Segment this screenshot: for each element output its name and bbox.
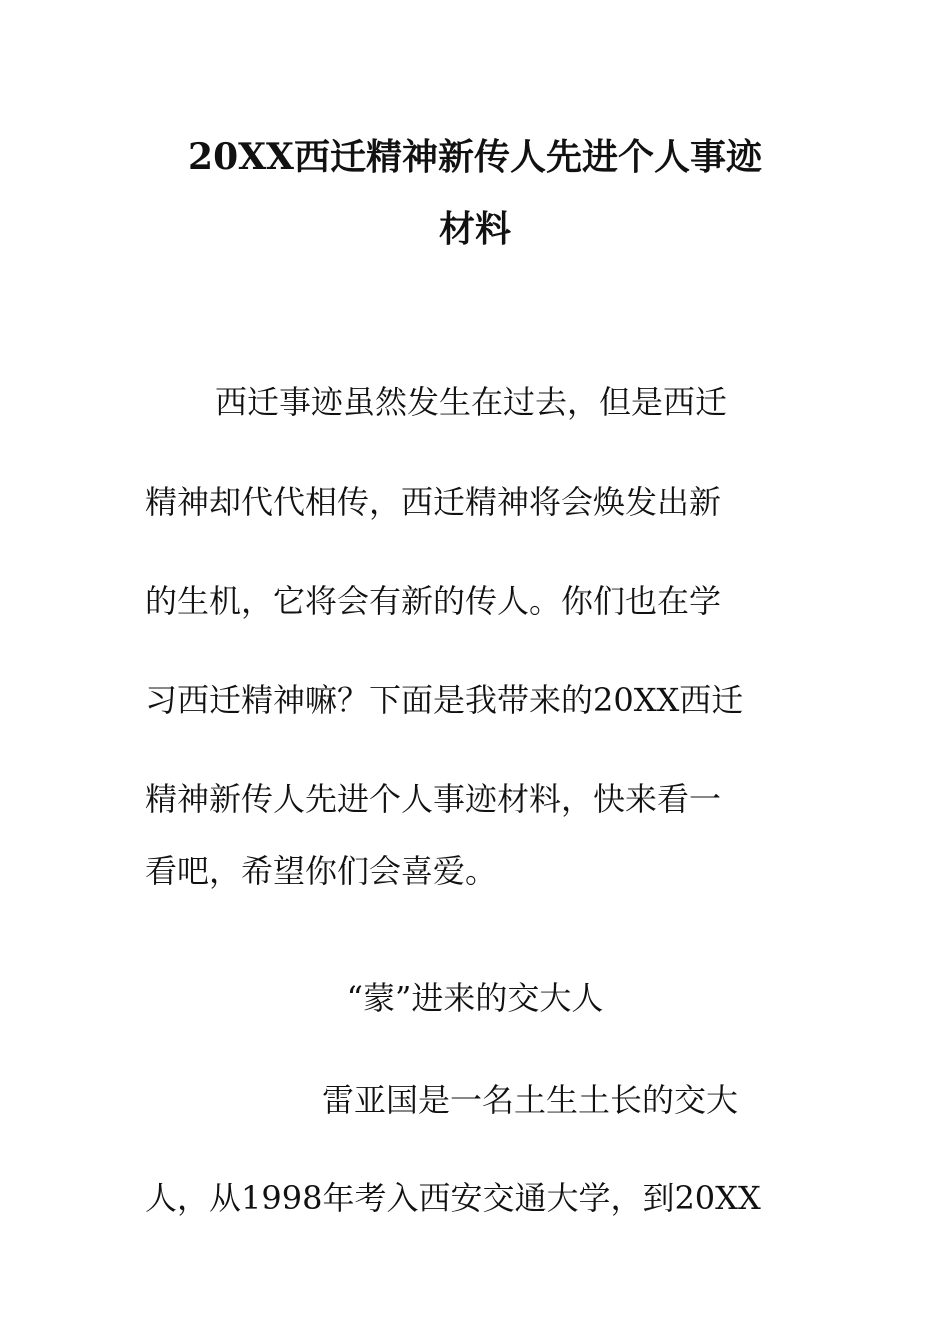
intro-line-5: 精神新传人先进个人事迹材料，快来看一	[145, 780, 722, 818]
section-line-2: 人，从1998年考入西安交通大学，到20XX	[145, 1179, 761, 1217]
intro-line-6: 看吧，希望你们会喜爱。	[145, 852, 498, 890]
intro-line-1: 西迁事迹虽然发生在过去，但是西迁	[215, 383, 728, 421]
section-line-1: 雷亚国是一名土生土长的交大	[322, 1081, 739, 1119]
intro-line-4: 习西迁精神嘛？下面是我带来的20XX西迁	[145, 681, 744, 719]
intro-line-3: 的生机，它将会有新的传人。你们也在学	[145, 582, 722, 620]
document-title-line-1: 20XX西迁精神新传人先进个人事迹	[188, 136, 762, 178]
section-heading: “蒙”进来的交大人	[346, 979, 604, 1017]
intro-line-2: 精神却代代相传，西迁精神将会焕发出新	[145, 483, 722, 521]
document-title-line-2: 材料	[438, 208, 511, 250]
